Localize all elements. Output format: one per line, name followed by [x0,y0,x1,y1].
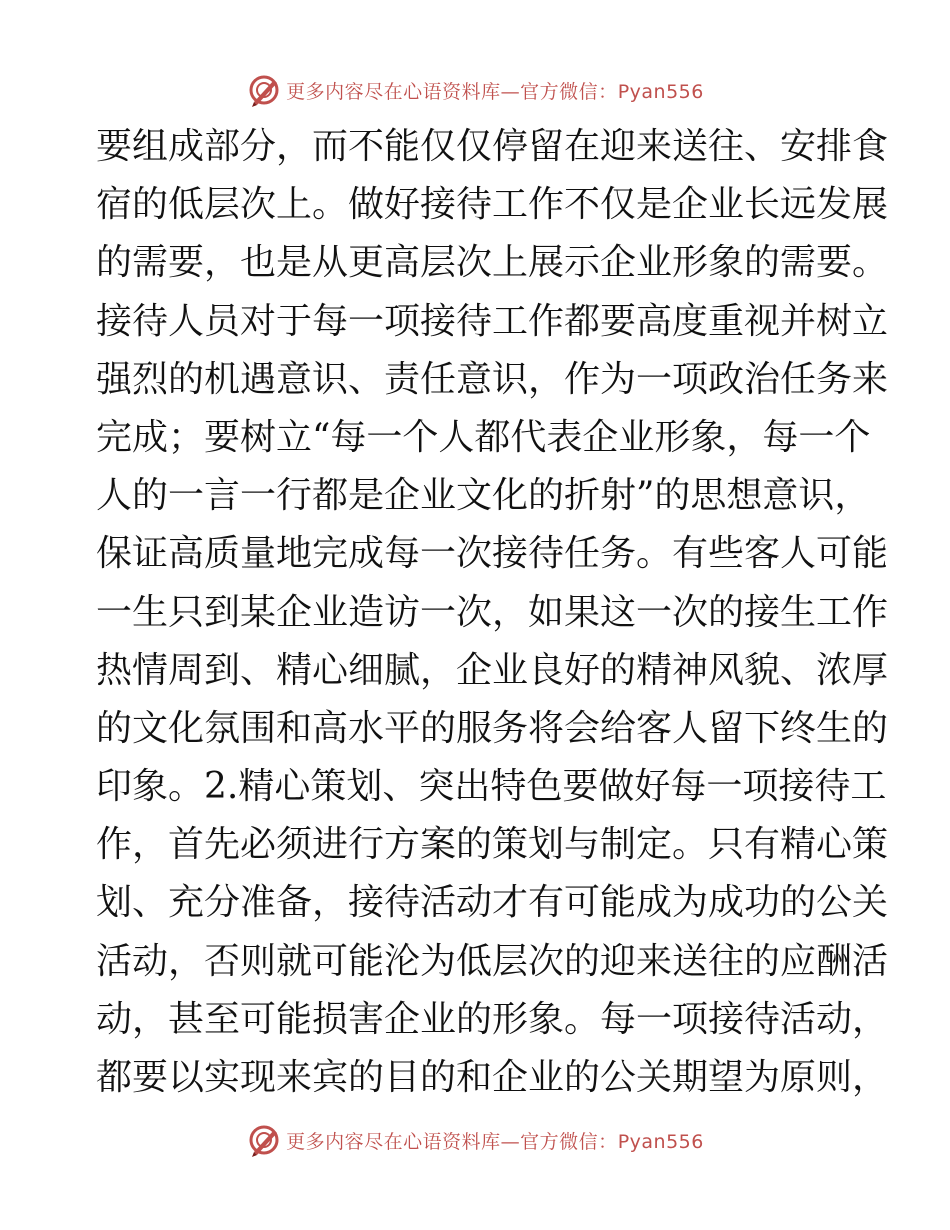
footer-banner [0,1120,950,1160]
body-line: 动，甚至可能损害企业的形象。每一项接待活动， [96,998,889,1040]
pen-logo-icon [246,1122,282,1158]
body-line: 热情周到、精心细腻，企业良好的精神风貌、浓厚 [96,649,889,691]
document-body [96,118,889,1107]
body-line: 保证高质量地完成每一次接待任务。有些客人可能 [96,533,889,575]
body-line: 都要以实现来宾的目的和企业的公关期望为原则， [96,1057,889,1098]
body-line: 要组成部分，而不能仅仅停留在迎来送往、安排食 [96,126,889,167]
body-line: 活动，否则就可能沦为低层次的迎来送往的应酬活 [96,940,889,982]
footer-wechat-id: Pyan556 [617,1130,704,1153]
footer-site-text: 更多内容尽在心语资料库 [286,1130,501,1153]
body-line: 接待人员对于每一项接待工作都要高度重视并树立 [96,300,889,342]
body-line: 完成；要树立“每一个人都代表企业形象，每一个 [96,416,871,458]
body-line: 人的一言一行都是企业文化的折射”的思想意识， [96,475,871,517]
body-line: 的需要，也是从更高层次上展示企业形象的需要。 [96,242,889,284]
header-wechat-label: 官方微信： [520,80,618,103]
header-site-text: 更多内容尽在心语资料库 [286,80,501,103]
footer-wechat-label: 官方微信： [520,1130,618,1153]
header-separator: — [500,80,521,103]
body-line: 作，首先必须进行方案的策划与制定。只有精心策 [96,824,889,866]
pen-logo-icon [246,72,282,108]
footer-text [286,1127,704,1154]
header-wechat-id: Pyan556 [617,80,704,103]
body-line: 一生只到某企业造访一次，如果这一次的接生工作 [96,591,889,633]
header-banner [0,70,950,110]
body-line: 划、充分准备，接待活动才有可能成为成功的公关 [96,882,889,924]
body-line: 宿的低层次上。做好接待工作不仅是企业长远发展 [96,184,889,226]
body-line: 强烈的机遇意识、责任意识，作为一项政治任务来 [96,358,889,400]
body-line: 的文化氛围和高水平的服务将会给客人留下终生的 [96,707,889,749]
header-text [286,77,704,104]
body-line: 印象。2.精心策划、突出特色要做好每一项接待工 [96,766,887,808]
footer-separator: — [500,1130,521,1153]
